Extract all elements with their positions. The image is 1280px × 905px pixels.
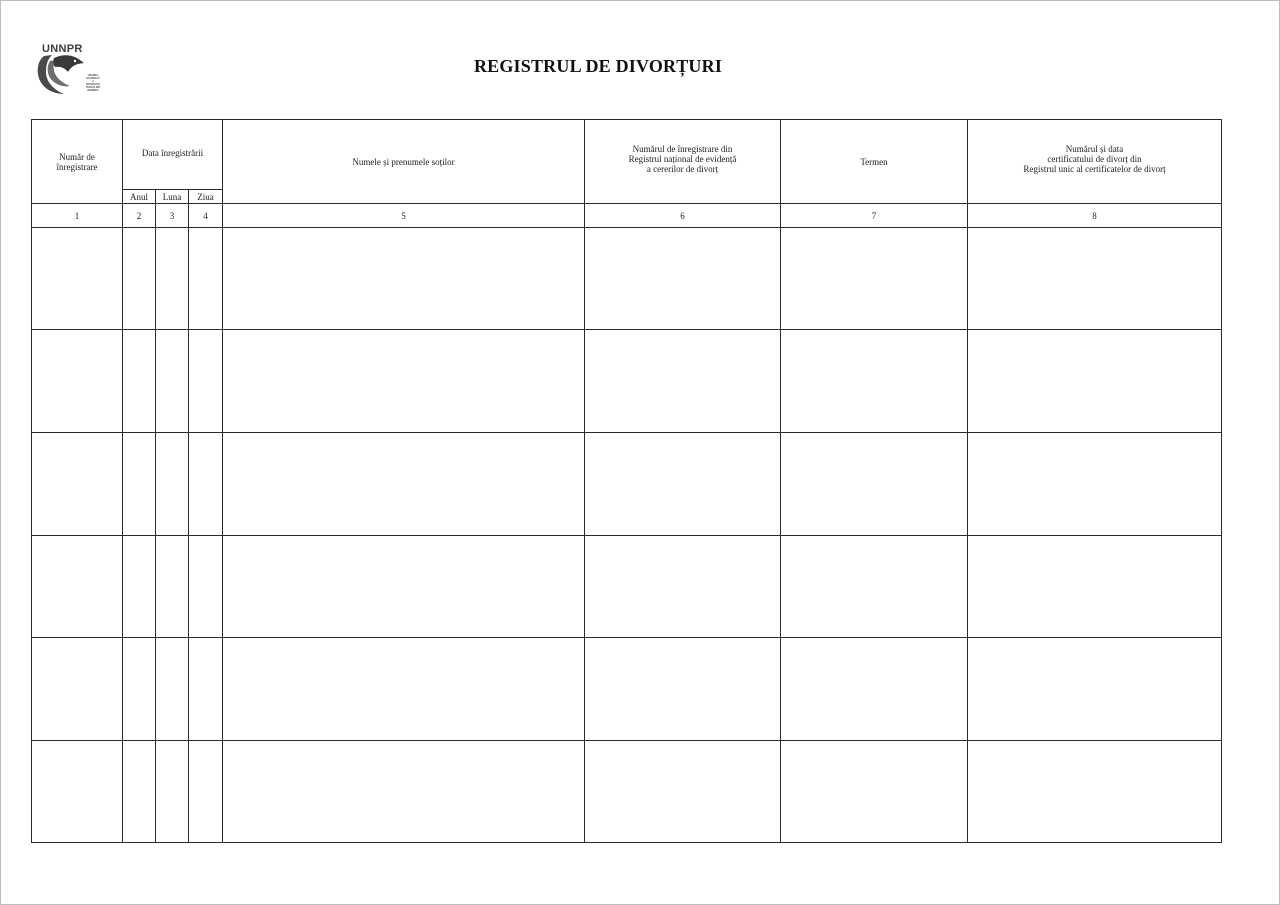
column-number: 3 [169,210,175,221]
column-number: 8 [1092,210,1097,221]
header-certificat-divort: Numărul și data certificatului de divorț din Registrul unic al certificatelor de divorț [1023,143,1166,174]
column-number: 4 [203,210,208,221]
header-data-inregistrarii: Data înregistrării [141,148,204,158]
logo-text: UNNPR [42,43,83,55]
column-number: 1 [74,210,80,221]
header-ziua: Ziua [197,191,214,202]
header-anul: Anul [130,191,148,202]
column-number: 6 [680,210,685,221]
column-number: 7 [871,210,877,221]
column-number: 2 [136,210,142,221]
header-numar-inregistrare: Număr de înregistrare [56,151,98,172]
header-luna: Luna [162,191,182,202]
header-numar-registru-national: Numărul de înregistrare din Registrul național de evidență a cererilor de divorț [628,143,737,174]
header-termen: Termen [860,156,888,167]
column-number: 5 [401,210,406,221]
header-nume-soti: Numele și prenumele soților [352,156,455,167]
logo-subtitle: UNIUNEA NAȚIONALĂ A NOTARILOR PUBLICI DIN ROMÂNIA [86,75,100,92]
page-title: REGISTRUL DE DIVORȚURI [473,56,723,76]
